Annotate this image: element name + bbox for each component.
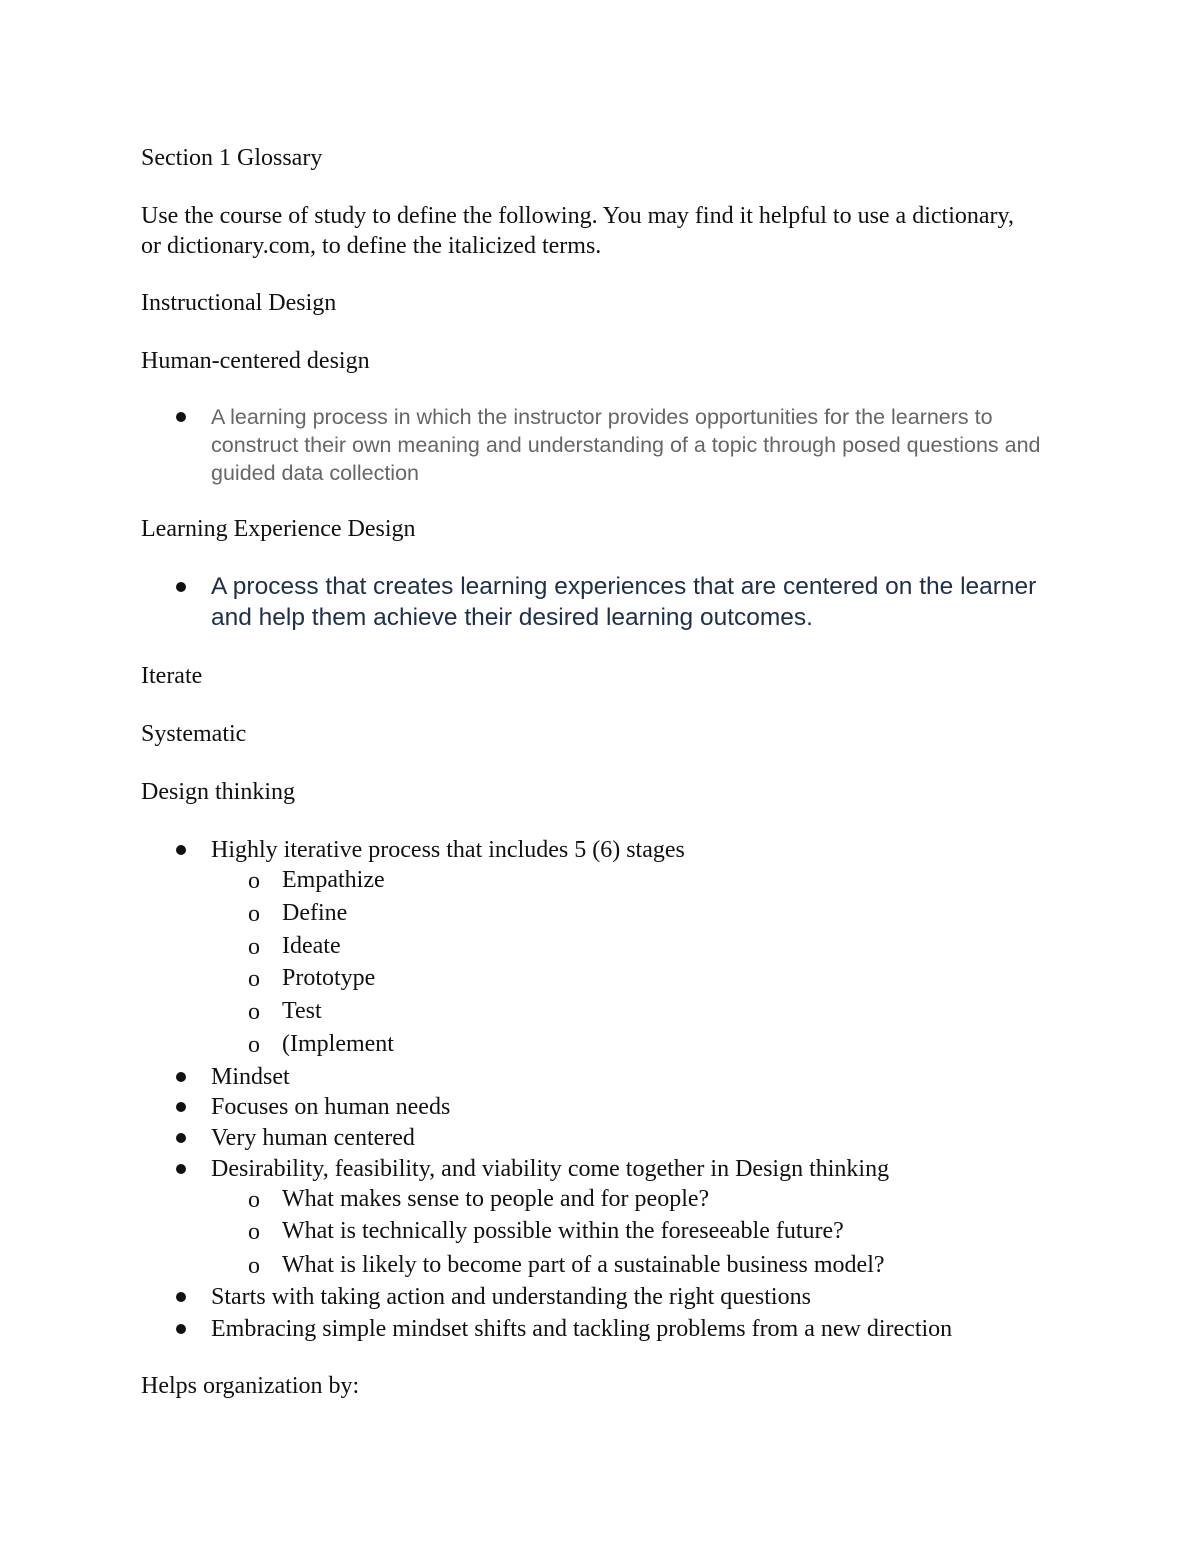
list-item: Desirability, feasibility, and viability come together in Design thinking <box>211 1156 890 1182</box>
sub-bullet-icon: o <box>248 966 260 992</box>
question-item: What is technically possible within the foreseeable future? <box>282 1218 844 1244</box>
sub-bullet-icon: o <box>248 868 260 894</box>
sub-bullet-icon: o <box>248 1219 260 1245</box>
section-heading: Section 1 Glossary <box>141 145 323 171</box>
sub-bullet-icon: o <box>248 1253 260 1279</box>
sub-bullet-icon: o <box>248 934 260 960</box>
stage-item: Empathize <box>282 867 385 893</box>
term-design-thinking: Design thinking <box>141 779 295 805</box>
sub-bullet-icon: o <box>248 901 260 927</box>
lxd-definition: A process that creates learning experiences that are centered on the learner and help them achieve their desired learning outcomes. <box>211 573 1037 631</box>
stage-item: Test <box>282 998 322 1024</box>
bullet-icon <box>176 1292 186 1302</box>
list-item: Starts with taking action and understanding the right questions <box>211 1284 811 1310</box>
stage-item: Ideate <box>282 933 341 959</box>
bullet-icon <box>176 1324 186 1334</box>
list-item: Mindset <box>211 1064 290 1090</box>
bullet-icon <box>176 1102 186 1112</box>
term-instructional-design: Instructional Design <box>141 290 337 316</box>
stage-item: Prototype <box>282 965 376 991</box>
bullet-icon <box>176 412 186 422</box>
bullet-icon <box>176 582 186 592</box>
term-iterate: Iterate <box>141 663 203 689</box>
bullet-icon <box>176 845 186 855</box>
intro-paragraph: Use the course of study to define the following. You may find it helpful to use a dictionary, or dictionary.com, to define the italicized terms. <box>141 203 1014 259</box>
human-centered-definition: A learning process in which the instructor provides opportunities for the learners to construct their own meaning and understanding of a topic through posed questions and guided data collection <box>211 405 1041 485</box>
list-item: Very human centered <box>211 1125 415 1151</box>
list-item: Highly iterative process that includes 5 (6) stages <box>211 837 685 863</box>
question-item: What is likely to become part of a sustainable business model? <box>282 1252 885 1278</box>
bullet-icon <box>176 1164 186 1174</box>
term-learning-experience-design: Learning Experience Design <box>141 516 416 542</box>
list-item: Embracing simple mindset shifts and tackling problems from a new direction <box>211 1316 953 1342</box>
sub-bullet-icon: o <box>248 1187 260 1213</box>
helps-organization-heading: Helps organization by: <box>141 1373 360 1399</box>
list-item: Focuses on human needs <box>211 1094 451 1120</box>
stage-item: (Implement <box>282 1031 394 1057</box>
question-item: What makes sense to people and for people? <box>282 1186 710 1212</box>
sub-bullet-icon: o <box>248 1032 260 1058</box>
bullet-icon <box>176 1072 186 1082</box>
stage-item: Define <box>282 900 348 926</box>
sub-bullet-icon: o <box>248 999 260 1025</box>
term-human-centered-design: Human-centered design <box>141 348 370 374</box>
bullet-icon <box>176 1133 186 1143</box>
term-systematic: Systematic <box>141 721 247 747</box>
